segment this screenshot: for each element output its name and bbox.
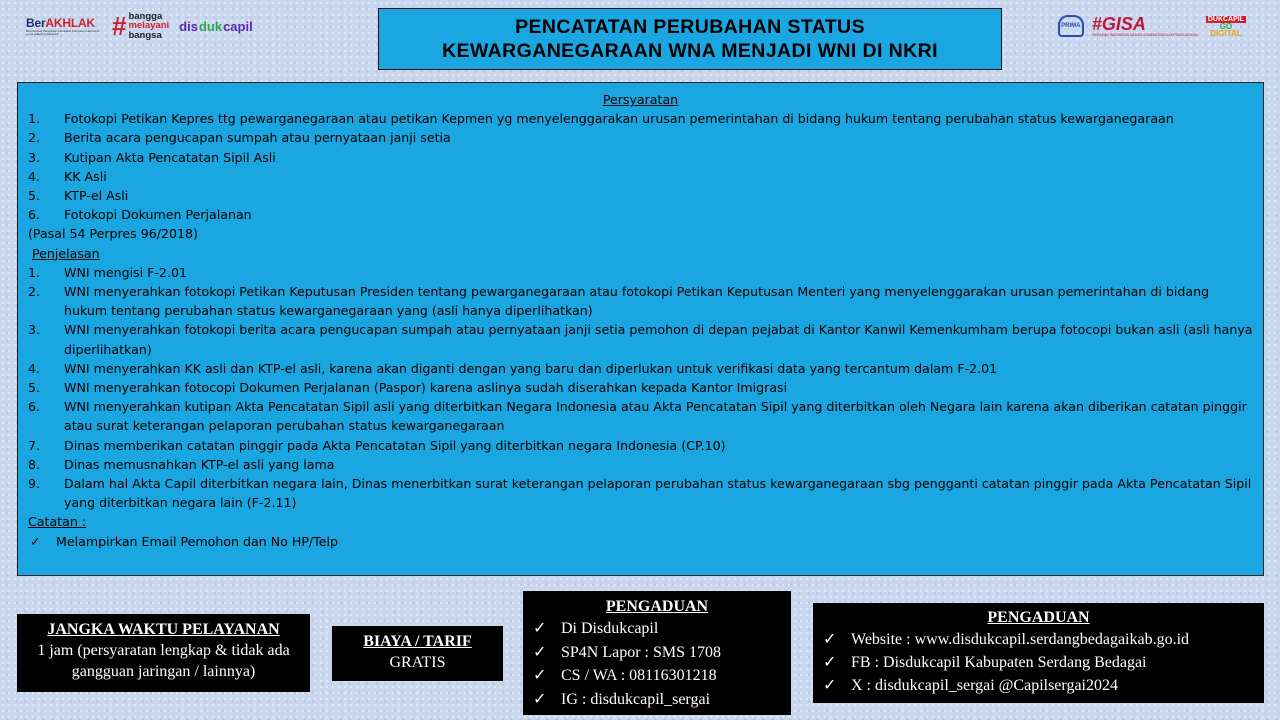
- list-item-number: 1.: [28, 111, 41, 127]
- bangga-logo-line3: bangsa: [128, 29, 162, 41]
- complaint-box-online: [813, 603, 1264, 703]
- fee-heading: BIAYA / TARIF: [363, 633, 472, 650]
- check-icon: ✓: [533, 620, 547, 637]
- catatan-heading: Catatan :: [28, 514, 87, 530]
- list-item-number: 2.: [28, 130, 41, 146]
- list-item-number: 7.: [28, 437, 41, 453]
- complaint-item: [813, 651, 1264, 674]
- penjelasan-heading: Penjelasan: [32, 245, 100, 261]
- list-item: [28, 205, 1253, 224]
- check-icon: ✓: [823, 631, 837, 648]
- berakhlak-logo-main: AKHLAK: [45, 15, 95, 30]
- check-icon: ✓: [30, 533, 41, 549]
- complaint-list: [523, 617, 791, 711]
- requirements-panel: [17, 82, 1264, 576]
- service-time-text: 1 jam (persyaratan lengkap & tidak ada gangguan jaringan / lainnya): [37, 642, 290, 680]
- service-time-heading: JANGKA WAKTU PELAYANAN: [47, 621, 280, 638]
- complaint-item: [523, 641, 791, 665]
- page-title-line2: KEWARGANEGARAAN WNA MENJADI WNI DI NKRI: [442, 40, 938, 62]
- check-icon: ✓: [823, 677, 837, 694]
- berakhlak-logo-tagline: Berorientasi Pelayanan Akuntabel Kompeten Harmonis Loyal Adaptif Kolaboratif: [26, 28, 100, 36]
- disdukcapil-logo-pre: dis: [179, 18, 198, 34]
- complaint-item: [523, 688, 791, 712]
- list-item: [28, 455, 1253, 474]
- list-item: [28, 320, 1253, 358]
- page-title-line1: PENCATATAN PERUBAHAN STATUS: [515, 16, 865, 38]
- berakhlak-logo-prefix: Ber: [26, 15, 46, 30]
- complaint-item-text: X : disdukcapil_sergai @Capilsergai2024: [851, 677, 1118, 694]
- dukcapil-prima-logo: PRIMA: [1058, 15, 1084, 37]
- list-item-number: 5.: [28, 380, 41, 396]
- list-item-text: WNI menyerahkan fotokopi Petikan Keputusan Presiden tentang pewarganegaraan atau fotokopi Petikan Keputusan Menteri yang menyelenggarakan urusan pemerintahan di bidang hukum tentang perubahan status kewarganegaraan yang (asli hanya diperlihatkan): [64, 284, 1210, 319]
- list-item-text: KK Asli: [64, 168, 107, 184]
- catatan-text: Melampirkan Email Pemohon dan No HP/Telp: [56, 533, 338, 549]
- list-item-number: 4.: [28, 360, 41, 376]
- complaint-list: [813, 628, 1264, 697]
- fee-box: [332, 626, 503, 681]
- persyaratan-list: [28, 109, 1253, 224]
- check-icon: ✓: [533, 667, 547, 684]
- list-item: [28, 128, 1253, 147]
- penjelasan-list: [28, 263, 1253, 513]
- complaint-heading: PENGADUAN: [987, 609, 1090, 626]
- list-item: [28, 148, 1253, 167]
- bangga-logo-line2: melayani: [128, 20, 170, 32]
- complaint-item: [813, 628, 1264, 651]
- list-item-number: 6.: [28, 399, 41, 415]
- complaint-item-text: CS / WA : 08116301218: [561, 667, 717, 684]
- list-item: [28, 263, 1253, 282]
- disdukcapil-logo-post: capil: [223, 18, 253, 34]
- gisa-logo-tagline: GERAKAN INDONESIA SADAR ADMINISTRASI KEPENDUDUKAN: [1091, 33, 1198, 37]
- list-item: [28, 436, 1253, 455]
- check-icon: ✓: [823, 654, 837, 671]
- list-item-text: WNI menyerahkan fotocopi Dokumen Perjalanan (Paspor) karena aslinya sudah diserahkan kepada Kantor Imigrasi: [64, 380, 788, 396]
- list-item-text: WNI mengisi F-2.01: [64, 264, 187, 280]
- list-item: [28, 167, 1253, 186]
- list-item-text: Dinas memusnahkan KTP-el asli yang lama: [64, 456, 335, 472]
- list-item-number: 4.: [28, 168, 41, 184]
- list-item-number: 1.: [28, 264, 41, 280]
- list-item-number: 9.: [28, 476, 41, 492]
- gisa-logo-text: #GISA: [1091, 14, 1146, 34]
- complaint-heading: PENGADUAN: [605, 598, 709, 615]
- list-item-text: Dalam hal Akta Capil diterbitkan negara lain, Dinas menerbitkan surat keterangan pelaporan perubahan status kewarganegaraan sbg pengganti catatan pinggir pada Akta Pencatatan Sipil yang diterbitkan negara lain (F-2.11): [64, 476, 1252, 511]
- complaint-item: [523, 617, 791, 641]
- berakhlak-logo: [26, 16, 102, 37]
- list-item-text: Fotokopi Dokumen Perjalanan: [64, 207, 252, 223]
- bangga-melayani-bangsa-logo: [112, 12, 169, 41]
- complaint-item-text: Di Disdukcapil: [561, 620, 659, 637]
- list-item-number: 8.: [28, 456, 41, 472]
- complaint-item-text: IG : disdukcapil_sergai: [561, 690, 711, 708]
- complaint-item-text: FB : Disdukcapil Kabupaten Serdang Bedagai: [851, 654, 1147, 671]
- list-item-text: WNI menyerahkan fotokopi berita acara pengucapan sumpah atau pernyataan janji setia pemohon di depan pejabat di Kantor Kanwil Kemenkumham berupa fotocopi bukan asli (asli hanya diperlihatkan): [64, 322, 1253, 357]
- list-item-number: 5.: [28, 188, 41, 204]
- dukcapil-go-digital-logo: DUKCAPIL GO DIGITAL: [1207, 15, 1244, 38]
- list-item: [28, 397, 1253, 435]
- list-item-number: 6.: [28, 207, 41, 223]
- list-item-text: Berita acara pengucapan sumpah atau pernyataan janji setia: [64, 130, 451, 146]
- persyaratan-heading: Persyaratan: [602, 92, 679, 107]
- bangga-logo-hash: #: [112, 11, 127, 41]
- header-logos-left: [26, 8, 253, 44]
- check-icon: ✓: [533, 690, 547, 708]
- catatan-item: [28, 532, 1253, 551]
- page-title: [378, 8, 1002, 70]
- bangga-logo-line1: bangga: [128, 10, 163, 22]
- list-item-text: WNI menyerahkan KK asli dan KTP-el asli, karena akan diganti dengan yang baru dan diperlukan untuk verifikasi data yang tercantum dalam F-2.01: [64, 360, 998, 376]
- list-item: [28, 359, 1253, 378]
- service-time-box: [17, 614, 310, 692]
- list-item: [28, 186, 1253, 205]
- disdukcapil-logo-mid: duk: [198, 18, 223, 34]
- list-item: [28, 282, 1253, 320]
- complaint-box-offline: [523, 591, 791, 715]
- list-item-text: KTP-el Asli: [64, 188, 129, 204]
- check-icon: ✓: [533, 643, 547, 661]
- complaint-item: [813, 674, 1264, 697]
- list-item-number: 3.: [28, 322, 41, 338]
- complaint-item-text: SP4N Lapor : SMS 1708: [561, 643, 722, 661]
- fee-text: GRATIS: [389, 654, 446, 671]
- gisa-logo: [1092, 15, 1198, 37]
- list-item: [28, 109, 1253, 128]
- list-item-text: Kutipan Akta Pencatatan Sipil Asli: [64, 149, 276, 165]
- list-item-text: WNI menyerahkan kutipan Akta Pencatatan Sipil asli yang diterbitkan Negara Indonesia atau Akta Pencatatan Sipil yang diterbitkan oleh Negara lain karena akan diberikan catatan pinggir atau surat keterangan pelaporan perubahan status kewarganegaraan: [64, 399, 1247, 434]
- complaint-item: [523, 664, 791, 688]
- list-item-number: 3.: [28, 149, 41, 165]
- list-item-number: 2.: [28, 284, 41, 300]
- list-item: [28, 378, 1253, 397]
- disdukcapil-logo: [179, 19, 253, 34]
- list-item: [28, 474, 1253, 512]
- list-item-text: Dinas memberikan catatan pinggir pada Akta Pencatatan Sipil yang diterbitkan negara Indonesia (CP.10): [64, 437, 726, 453]
- list-item-text: Fotokopi Petikan Kepres ttg pewarganegaraan atau petikan Kepmen yg menyelenggarakan urusan pemerintahan di bidang hukum tentang perubahan status kewarganegaraan: [64, 111, 1174, 127]
- persyaratan-reference: (Pasal 54 Perpres 96/2018): [28, 226, 198, 242]
- header-logos-right: [1058, 12, 1246, 40]
- complaint-item-text: Website : www.disdukcapil.serdangbedagaikab.go.id: [851, 631, 1190, 648]
